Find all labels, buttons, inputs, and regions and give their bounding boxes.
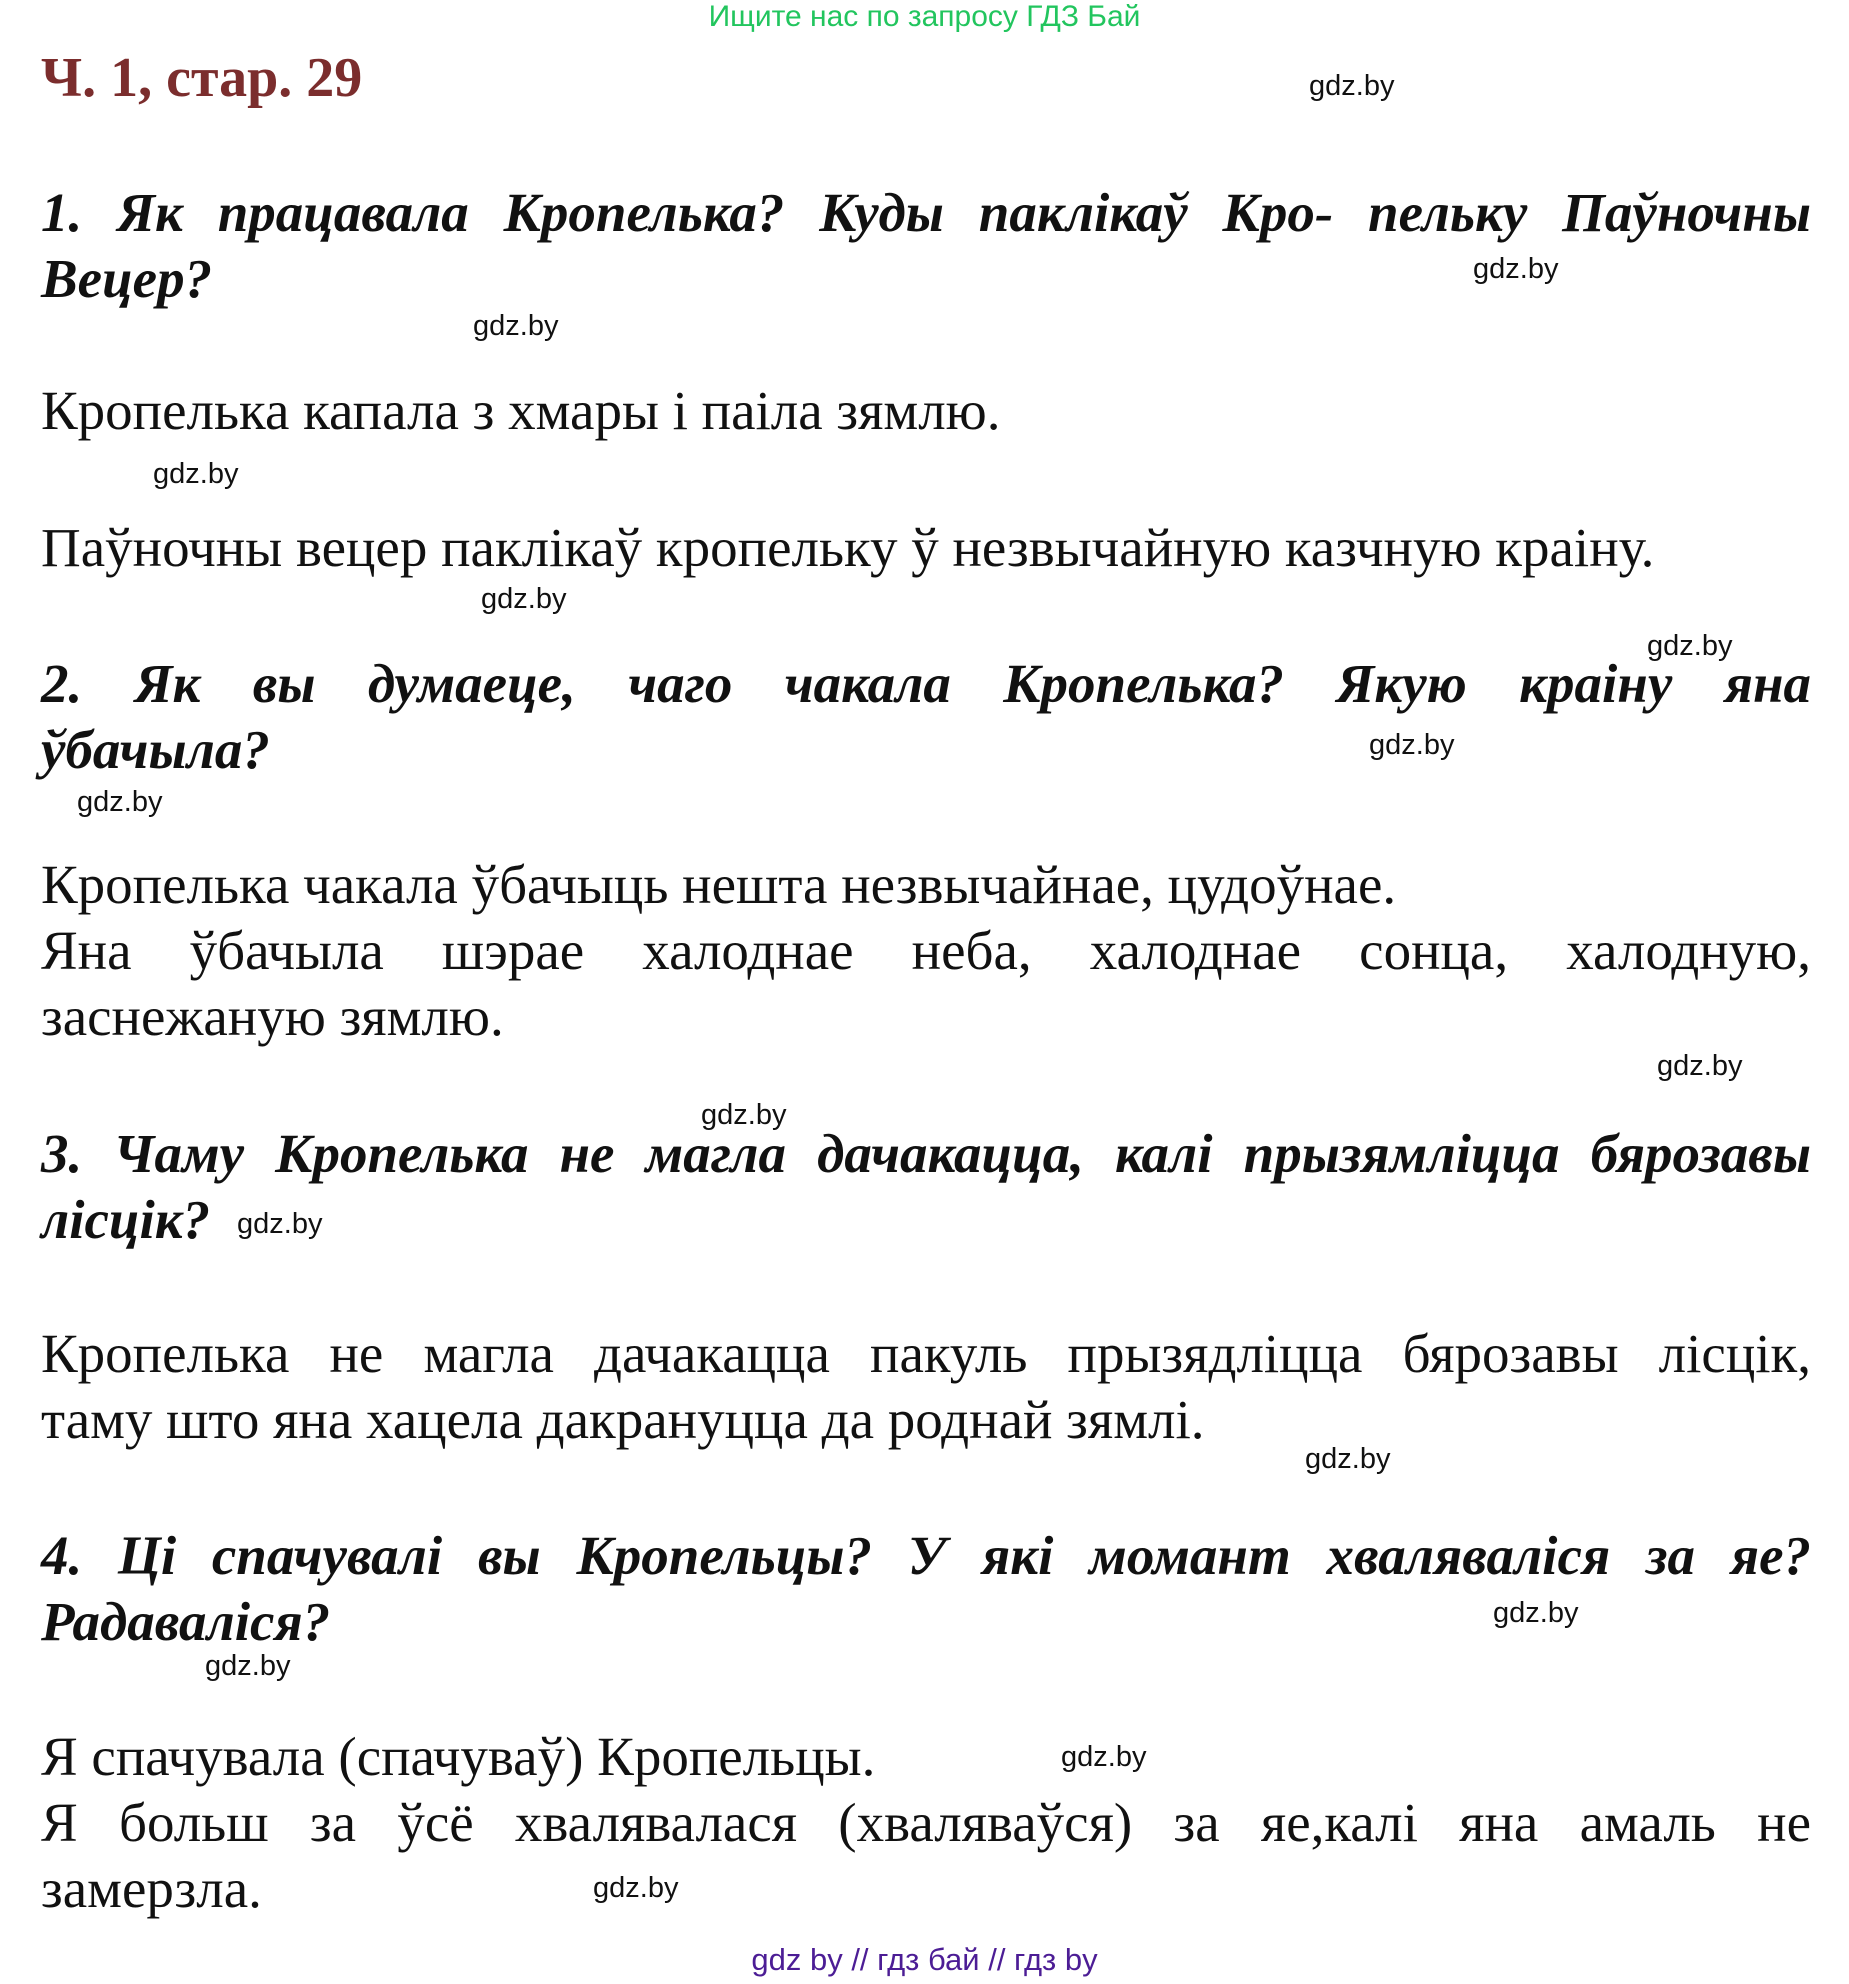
question-2-line-2: ўбачыла? [41, 719, 270, 780]
top-banner[interactable]: Ищите нас по запросу ГДЗ Бай [708, 0, 1141, 33]
answer-2 [41, 852, 1811, 1050]
question-3-line-2: лісцік? [41, 1189, 211, 1250]
answer-2-line-1: Кропелька чакала ўбачыць нешта незвычайнае, цудоўнае. [41, 854, 1397, 915]
watermark: gdz.by [701, 1099, 787, 1131]
answer-4-line-2: Я больш за ўсё хвалявалася (хваляваўся) за яе,калі яна амаль не [41, 1792, 1811, 1853]
footer-links[interactable]: gdz by // гдз бай // гдз by [751, 1942, 1098, 1977]
watermark: gdz.by [1305, 1443, 1391, 1475]
answer-4-line-3: замерзла. [41, 1858, 262, 1919]
answer-1-paragraph-1: Кропелька капала з хмары і паіла зямлю. [41, 380, 1001, 441]
watermark: gdz.by [481, 583, 567, 615]
watermark: gdz.by [1657, 1050, 1743, 1082]
watermark: gdz.by [1493, 1597, 1579, 1629]
watermark: gdz.by [237, 1208, 323, 1240]
answer-4-line-1: Я спачувала (спачуваў) Кропельцы. [41, 1726, 876, 1787]
question-3-line-1: 3. Чаму Кропелька не магла дачакацца, калі прызямліцца бярозавы [41, 1123, 1811, 1184]
question-4-line-2: Радаваліся? [41, 1591, 331, 1652]
question-1-line-2: Вецер? [41, 248, 213, 309]
answer-3-line-1: Кропелька не магла дачакацца пакуль прызядліцца бярозавы лісцік, [41, 1323, 1811, 1384]
question-1-line-1: 1. Як працавала Кропелька? Куды паклікаў Кро- пельку Паўночны [41, 182, 1811, 243]
page-title: Ч. 1, стар. 29 [41, 47, 363, 109]
question-4 [41, 1523, 1811, 1655]
watermark: gdz.by [473, 310, 559, 342]
question-2-line-1: 2. Як вы думаеце, чаго чакала Кропелька? Якую краіну яна [41, 653, 1811, 714]
answer-4 [41, 1724, 1811, 1922]
question-1 [41, 180, 1811, 312]
watermark: gdz.by [1647, 630, 1733, 662]
watermark: gdz.by [1369, 729, 1455, 761]
watermark: gdz.by [153, 458, 239, 490]
watermark: gdz.by [593, 1872, 679, 1904]
watermark: gdz.by [1061, 1741, 1147, 1773]
question-2 [41, 651, 1811, 783]
watermark: gdz.by [205, 1650, 291, 1682]
answer-1-paragraph-2: Паўночны вецер паклікаў кропельку ў незвычайную казчную краіну. [41, 517, 1655, 578]
watermark: gdz.by [1473, 253, 1559, 285]
watermark: gdz.by [77, 786, 163, 818]
question-4-line-1: 4. Ці спачувалі вы Кропельцы? У які момант хваляваліся за яе? [41, 1525, 1811, 1586]
answer-3 [41, 1321, 1811, 1453]
answer-2-line-2: Яна ўбачыла шэрае халоднае неба, халоднае сонца, халодную, [41, 920, 1811, 981]
watermark: gdz.by [1309, 70, 1395, 102]
answer-3-line-2: таму што яна хацела дакрануцца да роднай зямлі. [41, 1389, 1205, 1450]
answer-2-line-3: заснежаную зямлю. [41, 986, 504, 1047]
